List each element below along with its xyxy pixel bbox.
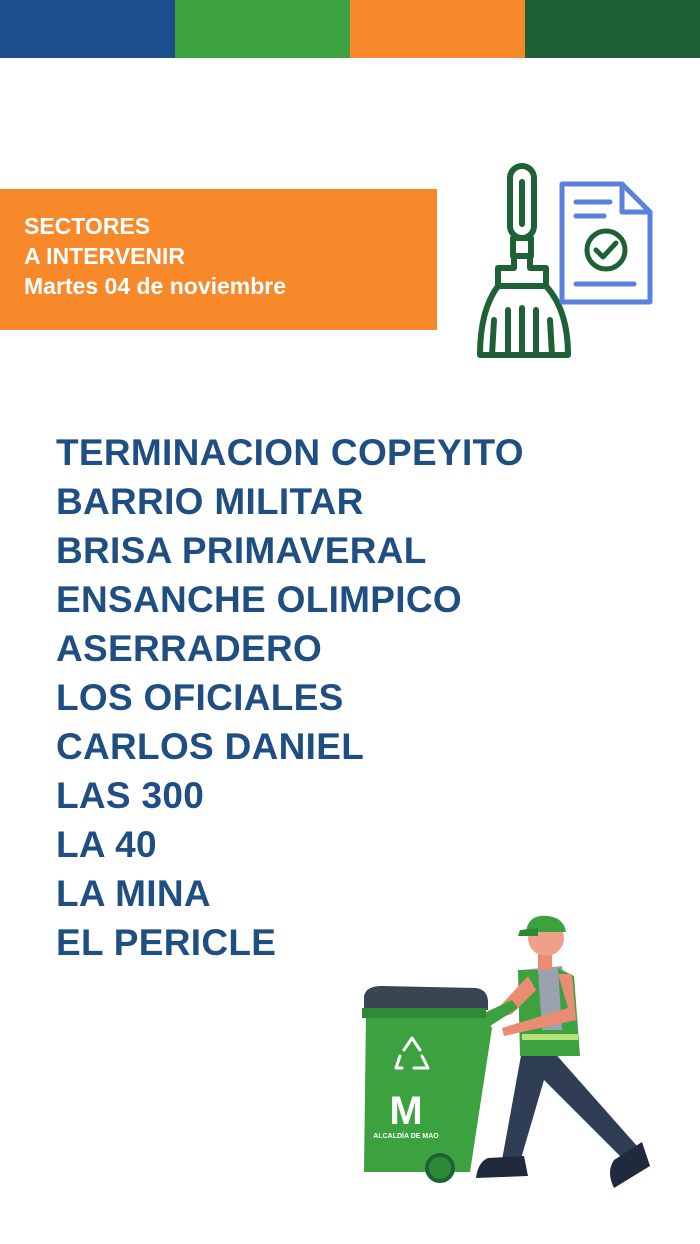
list-item: BARRIO MILITAR (56, 481, 364, 522)
list-item: CARLOS DANIEL (56, 726, 365, 767)
list-item: LOS OFICIALES (56, 677, 344, 718)
sector-list (56, 428, 524, 967)
bin-logo-caption: ALCALDÍA DE MAO (373, 1133, 439, 1140)
list-item: BRISA PRIMAVERAL (56, 530, 427, 571)
worker-figure (476, 916, 650, 1188)
worker-with-bin-illustration (352, 910, 662, 1200)
list-item: LA MINA (56, 873, 211, 914)
banner-title: SECTORES (24, 213, 151, 239)
recycling-bin (362, 986, 518, 1181)
banner-subtitle: A INTERVENIR (24, 243, 186, 269)
bin-logo-letter: M (389, 1089, 423, 1133)
top-color-bar (0, 0, 700, 58)
checked-document-icon (558, 180, 654, 306)
color-segment-blue (0, 0, 175, 58)
title-banner (0, 189, 437, 330)
list-item: TERMINACION COPEYITO (56, 432, 524, 473)
color-segment-dark-green (525, 0, 700, 58)
list-item: LAS 300 (56, 775, 205, 816)
color-segment-orange (350, 0, 525, 58)
list-item: ENSANCHE OLIMPICO (56, 579, 462, 620)
list-item: EL PERICLE (56, 922, 277, 963)
banner-date: Martes 04 de noviembre (24, 273, 287, 299)
list-item: LA 40 (56, 824, 157, 865)
color-segment-green (175, 0, 350, 58)
list-item: ASERRADERO (56, 628, 323, 669)
